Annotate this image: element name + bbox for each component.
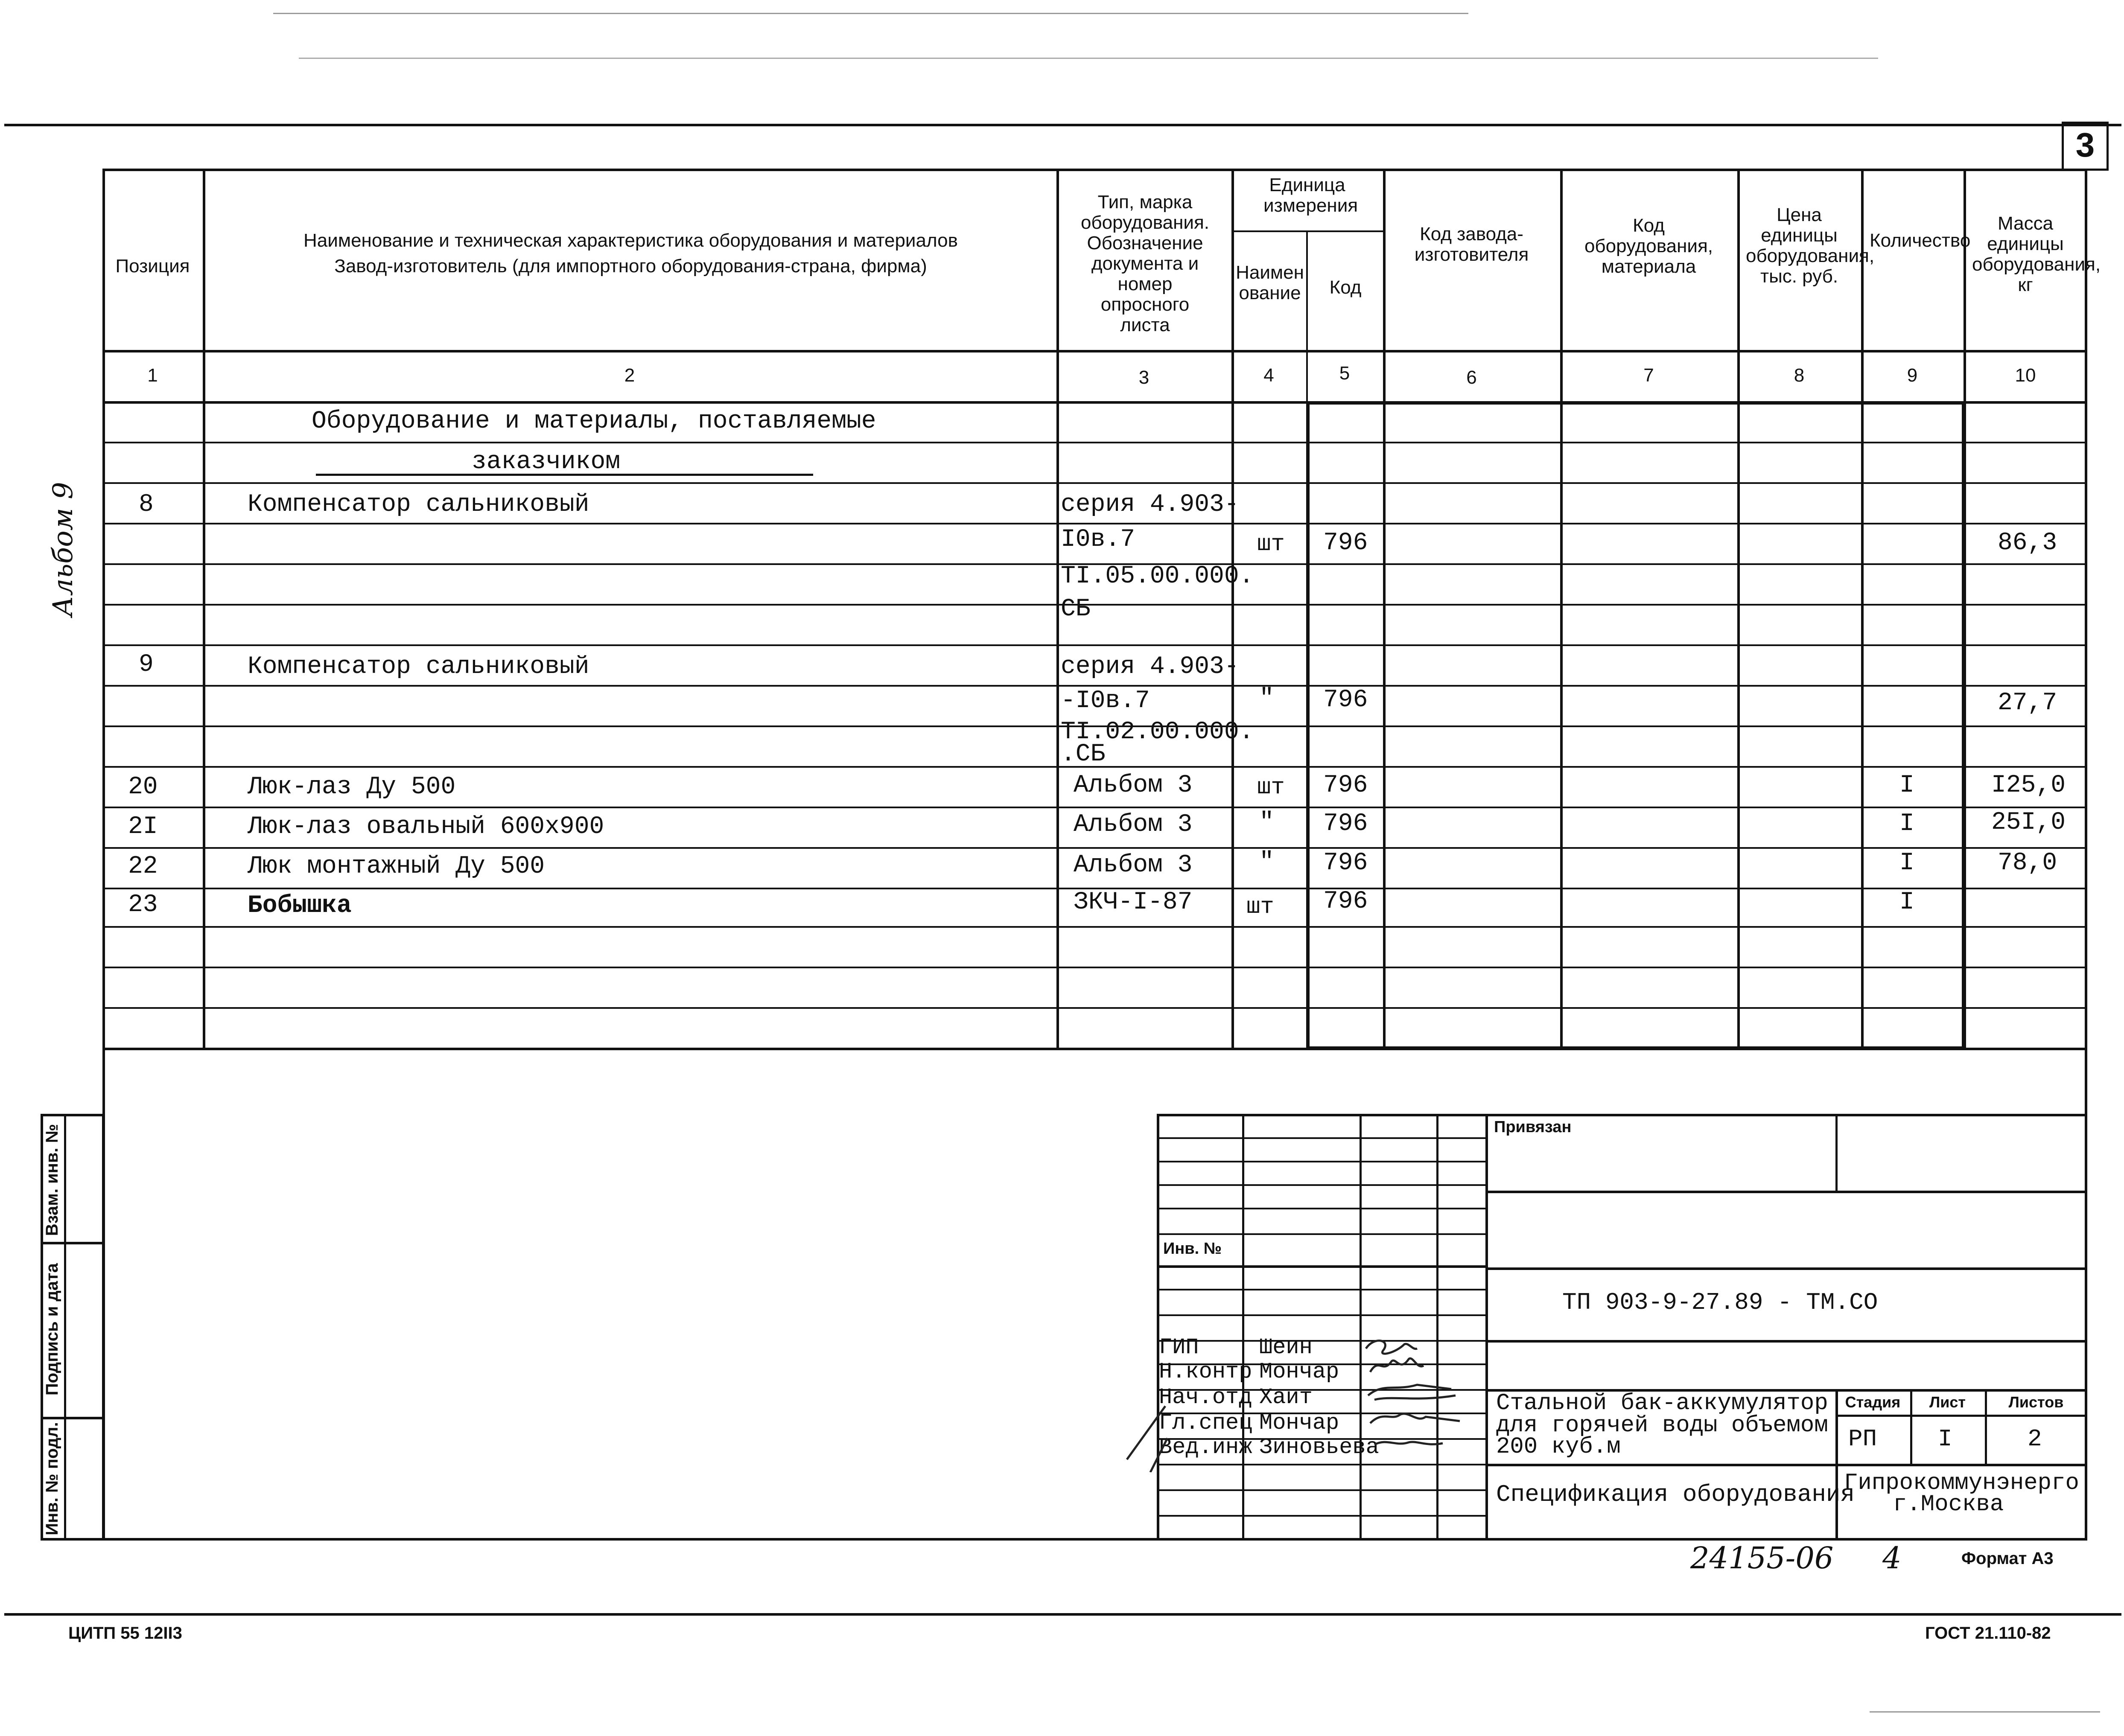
row-name: Компенсатор сальниковый <box>248 491 589 518</box>
row-type: I0в.7 <box>1061 526 1135 553</box>
row-line <box>102 604 2087 606</box>
section-title-line1: Оборудование и материалы, поставляемые <box>312 408 876 435</box>
person-nkontr: Мончар <box>1259 1359 1339 1384</box>
stamp-row <box>1835 1415 2087 1417</box>
scan-artifact-line <box>1870 1711 2100 1713</box>
row-mass: 25I,0 <box>1991 809 2066 836</box>
row-type: Альбом 3 <box>1074 851 1193 879</box>
header-qty: Количество <box>1870 230 1971 251</box>
row-unit: шт <box>1257 531 1285 557</box>
row-pos: 23 <box>128 891 158 919</box>
col-number: 6 <box>1466 367 1477 388</box>
archive-suffix: 4 <box>1882 1541 1902 1576</box>
row-name: Бобышка <box>248 892 352 920</box>
stamp-col <box>1242 1114 1244 1541</box>
row-qty: I <box>1899 888 1914 916</box>
stamp-row <box>1485 1191 2087 1193</box>
row-unit: " <box>1259 848 1274 876</box>
row-pos: 22 <box>128 853 158 880</box>
header-factory-code: Код завода-изготовителя <box>1414 224 1529 265</box>
col-number: 3 <box>1138 367 1150 388</box>
row-code: 796 <box>1323 810 1368 838</box>
sheets-label: Листов <box>2008 1393 2064 1411</box>
person-nachotd: Хаит <box>1259 1385 1313 1410</box>
person-glspec: Мончар <box>1259 1410 1339 1436</box>
stamp-col <box>1835 1114 1838 1191</box>
row-type-extra: .СБ <box>1061 740 1106 768</box>
replace-inv-label: Взам. инв. № <box>43 1124 61 1236</box>
doc-title: Спецификация оборудования <box>1496 1481 1855 1508</box>
title-line1: Стальной бак-аккумулятор <box>1496 1390 1828 1416</box>
stamp-row <box>1157 1233 1485 1235</box>
stamp-row <box>1157 1314 1485 1316</box>
section-title-line2: заказчиком <box>472 448 621 476</box>
header-unit-code: Код <box>1329 277 1362 298</box>
bottom-border-line <box>4 1613 2121 1616</box>
col-divider <box>1056 169 1059 1048</box>
gost-label: ГОСТ 21.110-82 <box>1925 1624 2051 1643</box>
row-type: серия 4.903- <box>1061 653 1239 681</box>
row-line <box>102 685 2087 687</box>
scan-artifact-line <box>273 13 1468 14</box>
col-number: 7 <box>1643 365 1654 386</box>
row-pos: 20 <box>128 773 158 801</box>
header-unit-name: Наименование <box>1236 262 1304 303</box>
stamp-row <box>1157 1515 1485 1517</box>
row-line <box>102 482 2087 484</box>
person-gip: Шеин <box>1259 1335 1313 1360</box>
header-mass: Масса единицы оборудования, кг <box>1972 213 2101 295</box>
stamp-row <box>1157 1489 1485 1491</box>
stamp-row <box>1157 1161 1485 1162</box>
row-type: ТI.02.00.000. <box>1061 718 1254 746</box>
col-number: 5 <box>1339 363 1350 384</box>
row-mass: 27,7 <box>1998 689 2057 717</box>
col-number: 2 <box>624 365 635 386</box>
row-code: 796 <box>1323 686 1368 714</box>
stage-label: Стадия <box>1845 1393 1901 1411</box>
stamp-row <box>1157 1208 1485 1209</box>
title-line3: 200 куб.м <box>1496 1434 1621 1460</box>
stamp-col <box>1360 1114 1362 1541</box>
inv-orig-label: Инв. № подл. <box>43 1422 61 1535</box>
row-type: -I0в.7 <box>1061 687 1150 715</box>
row-line <box>102 1007 2087 1009</box>
stamp-row <box>1157 1137 1485 1139</box>
stamp-row <box>1485 1464 2087 1466</box>
row-name: Люк-лаз Ду 500 <box>248 773 456 801</box>
header-type: Тип, марка оборудования. Обозначение документа и номер опросного листа <box>1080 192 1210 335</box>
role-glspec: Гл.спец <box>1159 1410 1252 1436</box>
row-type: СБ <box>1061 595 1091 623</box>
row-line <box>102 967 2087 968</box>
row-mass: 78,0 <box>1998 849 2057 877</box>
side-album-label: Альбом 9 <box>47 482 79 617</box>
sheet-corner-number: 3 <box>2075 126 2095 164</box>
row-line <box>102 847 2087 849</box>
col-number: 8 <box>1794 365 1805 386</box>
header-name-line2: Завод-изготовитель (для импортного оборудования-страна, фирма) <box>334 256 927 277</box>
row-line <box>102 523 2087 524</box>
header-name-line1: Наименование и техническая характеристика оборудования и материалов <box>303 230 958 251</box>
signature-stroke <box>1368 1385 1456 1400</box>
row-pos: 8 <box>139 491 154 518</box>
format-label: Формат А3 <box>1961 1549 2054 1568</box>
stamp-row <box>1485 1267 2087 1270</box>
row-mass: I25,0 <box>1991 772 2066 799</box>
sign-date-label: Подпись и дата <box>43 1263 61 1395</box>
section-title-underline <box>316 474 813 476</box>
row-type: серия 4.903- <box>1061 491 1239 518</box>
print-code: ЦИТП 55 12II3 <box>68 1624 182 1643</box>
title-line2: для горячей воды объемом <box>1496 1413 1828 1439</box>
row-line <box>102 644 2087 646</box>
col-number: 10 <box>2015 365 2036 386</box>
row-mass: 86,3 <box>1998 529 2057 557</box>
row-type: ТI.05.00.000. <box>1061 562 1254 590</box>
role-nkontr: Н.контр <box>1159 1359 1252 1384</box>
stamp-row <box>1157 1184 1485 1186</box>
signature-stroke <box>1370 1414 1460 1423</box>
row-type: Альбом 3 <box>1074 772 1193 799</box>
org-line1: Гипрокоммунэнерго <box>1844 1470 2079 1496</box>
stamp-row <box>1157 1265 1485 1268</box>
row-code: 796 <box>1323 529 1368 557</box>
org-line2: г.Москва <box>1893 1491 2004 1518</box>
row-type: Альбом 3 <box>1074 811 1193 839</box>
row-unit: " <box>1259 685 1274 713</box>
scan-artifact-line <box>299 58 1878 59</box>
signature-stroke <box>1127 1406 1165 1459</box>
stamp-col <box>1436 1114 1438 1541</box>
row-line <box>102 442 2087 443</box>
person-vedinzh: Зиновьева <box>1259 1435 1379 1460</box>
row-unit: шт <box>1257 775 1285 801</box>
stamp-col <box>1485 1114 1488 1541</box>
signature-stroke <box>1150 1438 1167 1472</box>
col-number: 4 <box>1263 365 1274 386</box>
row-name: Люк монтажный Ду 500 <box>248 853 545 880</box>
row-code: 796 <box>1323 888 1368 915</box>
header-equip-code: Код оборудования, материала <box>1584 215 1713 277</box>
row-type: ЗКЧ-I-87 <box>1074 888 1193 916</box>
stamp-row <box>1157 1289 1485 1290</box>
sheet-label: Лист <box>1929 1393 1966 1411</box>
inv-no-label: Инв. № <box>1163 1240 1222 1258</box>
signature-stroke <box>1374 1442 1443 1445</box>
archive-number: 24155-06 <box>1690 1541 1834 1576</box>
header-bottom-rule <box>102 350 2087 352</box>
signature-stroke <box>1370 1358 1424 1372</box>
signature-stroke <box>1366 1340 1417 1354</box>
stamp-col <box>1835 1389 1838 1541</box>
row-qty: I <box>1899 849 1914 877</box>
signatures-graphic <box>1118 1331 1468 1472</box>
col-number: 1 <box>147 365 158 386</box>
col-number: 9 <box>1907 365 1918 386</box>
doc-code: ТП 903-9-27.89 - ТМ.СО <box>1562 1289 1878 1316</box>
sheets-value: 2 <box>2028 1425 2042 1453</box>
stage-value: РП <box>1848 1425 1877 1453</box>
header-position: Позиция <box>115 256 190 277</box>
row-line <box>102 1048 2087 1050</box>
row-qty: I <box>1899 810 1914 838</box>
sheet-value: I <box>1938 1425 1952 1453</box>
col-divider <box>203 169 205 1048</box>
row-code: 796 <box>1323 849 1368 877</box>
header-unit: Единица измерения <box>1263 175 1358 216</box>
unit-header-rule <box>1231 230 1383 232</box>
stamp-row <box>1485 1340 2087 1343</box>
attached-label: Привязан <box>1494 1118 1572 1136</box>
row-pos: 2I <box>128 813 158 841</box>
row-pos: 9 <box>139 651 154 679</box>
row-unit: шт <box>1246 894 1274 920</box>
row-line <box>102 926 2087 928</box>
row-name: Компенсатор сальниковый <box>248 653 589 681</box>
row-unit: " <box>1259 809 1274 836</box>
role-vedinzh: Вед.инж <box>1159 1435 1252 1460</box>
row-line <box>102 807 2087 808</box>
row-code: 796 <box>1323 772 1368 799</box>
left-strip-divider <box>64 1114 66 1541</box>
header-price: Цена единицы оборудования, тыс. руб. <box>1746 204 1875 287</box>
role-nachotd: Нач.отд <box>1159 1385 1252 1410</box>
row-qty: I <box>1899 772 1914 799</box>
top-border-line <box>4 124 2121 126</box>
role-gip: ГИП <box>1159 1335 1199 1360</box>
row-name: Люк-лаз овальный 600х900 <box>248 813 604 841</box>
